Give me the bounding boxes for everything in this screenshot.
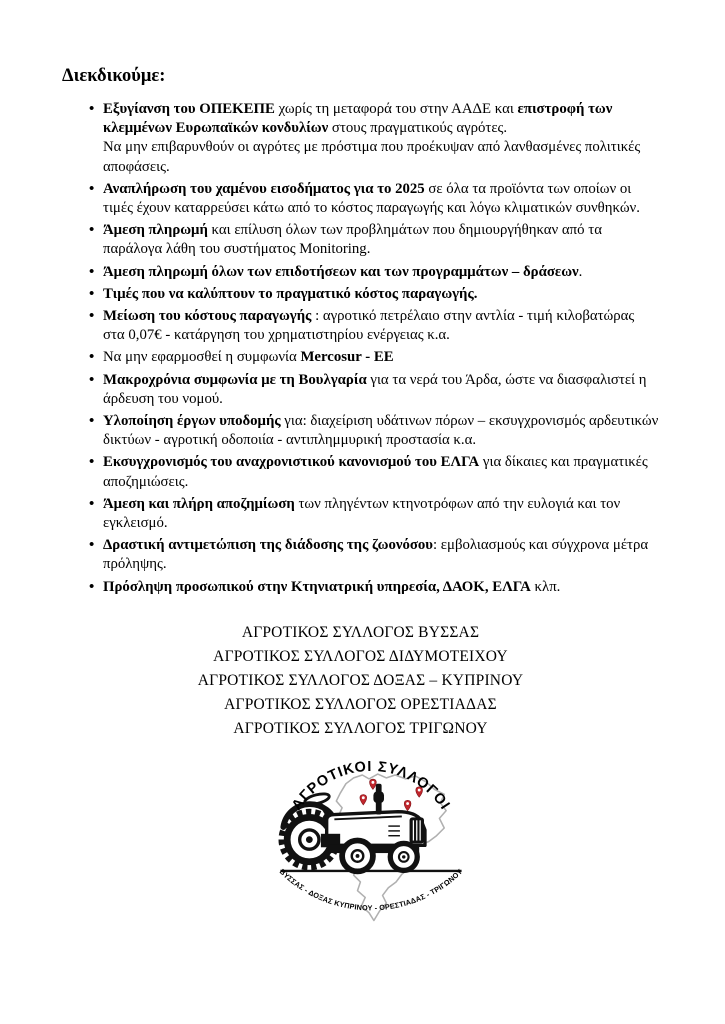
- demand-item: • Αναπλήρωση του χαμένου εισοδήματος για το 2025 σε όλα τα προϊόντα των οποίων οι τιμές έχουν καταρρεύσει κάτω από το κόστος παραγωγής και λόγω κλιματικών συνθηκών.: [103, 180, 659, 218]
- demand-item: • Άμεση και πλήρη αποζημίωση των πληγέντων κτηνοτρόφων από την ευλογιά και τον εγκλεισμό.: [103, 495, 659, 533]
- associations-list: [62, 621, 659, 741]
- logo-bottom-arc-text: ΒΥΣΣΑΣ - ΔΟΞΑΣ ΚΥΠΡΙΝΟΥ - ΟΡΕΣΤΙΑΔΑΣ - ΤΡΙΓΩΝΟΥ: [277, 866, 464, 913]
- logo: [265, 749, 477, 942]
- demand-item: • Εκσυγχρονισμός του αναχρονιστικού κανονισμού του ΕΛΓΑ για δίκαιες και πραγματικές αποζημιώσεις.: [103, 453, 659, 491]
- farmers-associations-logo: [265, 749, 477, 942]
- page-title: Διεκδικούμε:: [62, 66, 166, 86]
- demand-item: • Να μην εφαρμοσθεί η συμφωνία Mercosur - ΕΕ: [103, 348, 659, 367]
- demand-item: • Μακροχρόνια συμφωνία με τη Βουλγαρία για τα νερά του Άρδα, ώστε να διασφαλιστεί η άρδευση του νομού.: [103, 371, 659, 409]
- logo-top-arc-text: ΑΓΡΟΤΙΚΟΙ ΣΥΛΛΟΓΟΙ: [288, 758, 453, 814]
- association-line: ΑΓΡΟΤΙΚΟΣ ΣΥΛΛΟΓΟΣ ΤΡΙΓΩΝΟΥ: [233, 719, 488, 737]
- demand-item: • Άμεση πληρωμή και επίλυση όλων των προβλημάτων που δημιουργήθηκαν από τα παράλογα λάθη του συστήματος Monitoring.: [103, 221, 659, 259]
- association-line: ΑΓΡΟΤΙΚΟΣ ΣΥΛΛΟΓΟΣ ΒΥΣΣΑΣ: [241, 623, 480, 641]
- demand-item: • Εξυγίανση του ΟΠΕΚΕΠΕ χωρίς τη μεταφορά του στην ΑΑΔΕ και επιστροφή των κλεμμένων Ευρωπαϊκών κονδυλίων στους πραγματικούς αγρότες. Να μην επιβαρυνθούν οι αγρότες με πρόστιμα που προέκυψαν από λανθασμένες πολιτικές αποφάσεις.: [103, 100, 659, 177]
- demand-item: • Δραστική αντιμετώπιση της διάδοσης της ζωονόσου: εμβολιασμούς και σύγχρονα μέτρα πρόληψης.: [103, 536, 659, 574]
- association-line: ΑΓΡΟΤΙΚΟΣ ΣΥΛΛΟΓΟΣ ΔΟΞΑΣ – ΚΥΠΡΙΝΟΥ: [197, 671, 524, 689]
- demand-item: • Πρόσληψη προσωπικού στην Κτηνιατρική υπηρεσία, ΔΑΟΚ, ΕΛΓΑ κλπ.: [103, 578, 659, 597]
- association-line: ΑΓΡΟΤΙΚΟΣ ΣΥΛΛΟΓΟΣ ΔΙΔΥΜΟΤΕΙΧΟΥ: [213, 647, 508, 665]
- demand-item: • Μείωση του κόστους παραγωγής : αγροτικό πετρέλαιο στην αντλία - τιμή κιλοβατώρας στα 0,07€ - κατάργηση του χρηματιστηρίου ενέργειας κ.α.: [103, 307, 659, 345]
- association-line: ΑΓΡΟΤΙΚΟΣ ΣΥΛΛΟΓΟΣ ΟΡΕΣΤΙΑΔΑΣ: [224, 695, 497, 713]
- demand-item: • Άμεση πληρωμή όλων των επιδοτήσεων και των προγραμμάτων – δράσεων.: [103, 263, 659, 282]
- demand-item: • Τιμές που να καλύπτουν το πραγματικό κόστος παραγωγής.: [103, 285, 659, 304]
- demands-list: [62, 100, 659, 597]
- demand-item: • Υλοποίηση έργων υποδομής για: διαχείριση υδάτινων πόρων – εκσυγχρονισμός αρδευτικών δικτύων - αγροτική οδοποιία - αντιπλημμυρική προστασία κ.α.: [103, 412, 659, 450]
